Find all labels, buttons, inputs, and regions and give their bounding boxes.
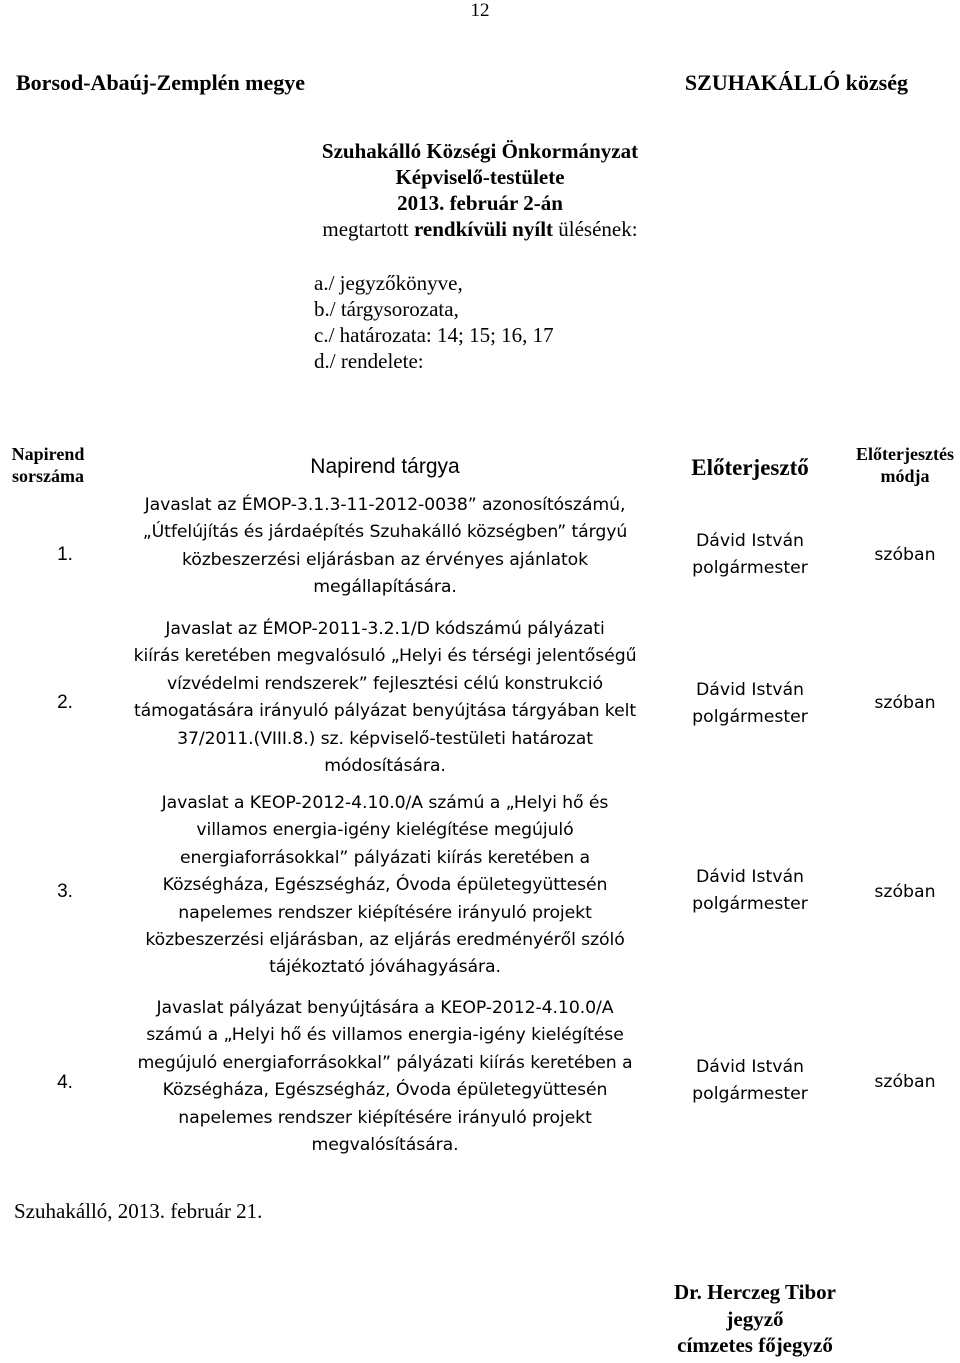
header-number-line2: sorszáma — [12, 466, 84, 486]
header-agenda-number — [0, 443, 96, 487]
agenda-row-subject — [110, 492, 660, 602]
presenter-name: Dávid István — [695, 680, 805, 700]
subject-line: Javaslat az ÉMOP-2011-3.2.1/D kódszámú pályázati — [165, 619, 605, 639]
signer-role: jegyző — [726, 1306, 784, 1331]
subject-line: számú a „Helyi hő és villamos energia-igény kielégítése — [146, 1025, 624, 1046]
signature-block — [630, 1279, 880, 1359]
doc-list-item-decrees: d./ rendelete: — [314, 349, 424, 373]
county-name: Borsod-Abaúj-Zemplén megye — [16, 70, 306, 95]
agenda-row-presenter — [660, 864, 840, 919]
session-suffix: ülésének: — [553, 217, 638, 241]
subject-line: energiaforrásokkal” pályázati kiírás keretében a — [180, 847, 590, 868]
subject-line: megújuló energiaforrásokkal” pályázati kiírás keretében a — [137, 1052, 633, 1073]
municipality-name: SZUHAKÁLLÓ község — [684, 70, 908, 95]
subject-line: vízvédelmi rendszerek” fejlesztési célú konstrukció — [167, 673, 603, 694]
subject-line: Javaslat az ÉMOP-3.1.3-11-2012-0038” azonosítószámú, — [144, 495, 626, 515]
subject-line: módosítására. — [324, 756, 446, 777]
subject-line: közbeszerzési eljárásban az érvényes ajánlatok — [181, 549, 589, 570]
presenter-title: polgármester — [692, 894, 808, 915]
agenda-row-number: 2. — [57, 692, 73, 713]
title-line-date: 2013. február 2-án — [397, 191, 563, 215]
subject-line: kiírás keretében megvalósuló „Helyi és térségi jelentőségű — [133, 646, 637, 667]
signer-title: címzetes főjegyző — [677, 1333, 833, 1357]
agenda-row-presenter — [660, 1054, 840, 1109]
agenda-row-mode: szóban — [874, 693, 936, 713]
header-agenda-subject: Napirend tárgya — [310, 455, 460, 478]
header-mode-line1: Előterjesztés — [856, 444, 954, 464]
subject-line: közbeszerzési eljárásban, az eljárás eredményéről szóló — [145, 930, 625, 951]
doc-list-item-minutes: a./ jegyzőkönyve, — [314, 271, 463, 295]
subject-line: tájékoztató jóváhagyására. — [269, 957, 501, 978]
agenda-row-subject — [110, 616, 660, 780]
agenda-row-presenter — [660, 677, 840, 732]
presenter-title: polgármester — [692, 1084, 808, 1105]
session-prefix: megtartott — [322, 217, 414, 241]
agenda-row-number: 4. — [57, 1072, 73, 1093]
agenda-row-number: 3. — [57, 881, 73, 902]
place-and-date: Szuhakálló, 2013. február 21. — [14, 1199, 263, 1223]
subject-line: Javaslat pályázat benyújtására a KEOP-2012-4.10.0/A — [156, 998, 614, 1018]
header-mode-line2: módja — [880, 466, 930, 486]
page-number: 12 — [470, 0, 490, 21]
agenda-row-number: 1. — [57, 544, 73, 565]
document-list — [314, 270, 554, 374]
presenter-title: polgármester — [692, 707, 808, 728]
agenda-row-mode: szóban — [874, 1072, 936, 1092]
title-line-body: Képviselő-testülete — [395, 165, 565, 189]
subject-line: villamos energia-igény kielégítése megújuló — [196, 820, 574, 841]
subject-line: Javaslat a KEOP-2012-4.10.0/A számú a „Helyi hő és — [161, 793, 609, 813]
document-title — [0, 138, 960, 242]
subject-line: 37/2011.(VIII.8.) sz. képviselő-testületi határozat — [177, 728, 593, 749]
subject-line: napelemes rendszer kiépítésére irányuló projekt — [178, 1107, 592, 1128]
header-number-line1: Napirend — [11, 444, 85, 464]
agenda-row-mode: szóban — [874, 882, 936, 902]
subject-line: Községháza, Egészségház, Óvoda épületegyüttesén — [162, 1080, 608, 1101]
header-presentation-mode — [845, 443, 960, 487]
subject-line: támogatására irányuló pályázat benyújtása tárgyában kelt — [133, 701, 637, 722]
agenda-row-presenter — [660, 528, 840, 583]
session-type: rendkívüli nyílt — [413, 217, 554, 241]
agenda-row-subject — [110, 995, 660, 1159]
header-presenter: Előterjesztő — [691, 455, 809, 480]
subject-line: megvalósítására. — [311, 1135, 459, 1156]
title-line-session — [0, 216, 960, 242]
presenter-name: Dávid István — [695, 1057, 805, 1077]
presenter-name: Dávid István — [695, 531, 805, 551]
subject-line: „Útfelújítás és járdaépítés Szuhakálló községben” tárgyú — [142, 522, 628, 543]
subject-line: napelemes rendszer kiépítésére irányuló projekt — [178, 902, 592, 923]
doc-list-item-resolutions: c./ határozata: 14; 15; 16, 17 — [314, 323, 554, 347]
title-line-council: Szuhakálló Községi Önkormányzat — [321, 139, 639, 163]
presenter-title: polgármester — [692, 558, 808, 579]
doc-list-item-agenda: b./ tárgysorozata, — [314, 297, 459, 321]
agenda-row-mode: szóban — [874, 545, 936, 565]
signer-name: Dr. Herczeg Tibor — [674, 1280, 836, 1304]
subject-line: megállapítására. — [313, 577, 457, 598]
subject-line: Községháza, Egészségház, Óvoda épületegyüttesén — [162, 875, 608, 896]
presenter-name: Dávid István — [695, 867, 805, 887]
agenda-row-subject — [110, 790, 660, 982]
